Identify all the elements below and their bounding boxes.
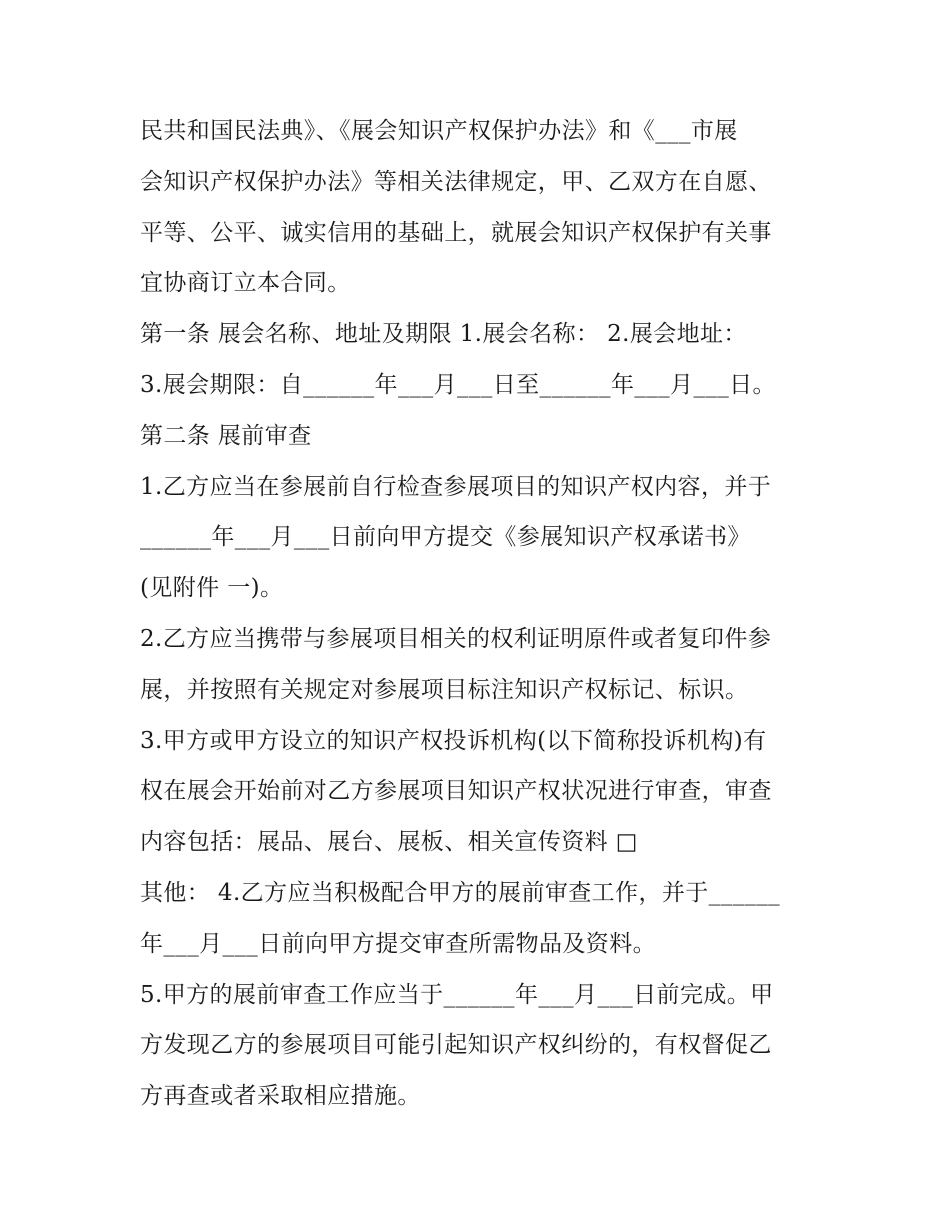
clause-5-line-2: 方发现乙方的参展项目可能引起知识产权纠纷的，有权督促乙 [140,1032,772,1059]
text-line-1: 民共和国民法典》、《展会知识产权保护办法》和《___市展 [140,118,738,144]
clause-2-line-1: 2.乙方应当携带与参展项目相关的权利证明原件或者复印件参 [140,625,772,652]
clause-3-line-1: 3.甲方或甲方设立的知识产权投诉机构(以下简称投诉机构)有 [140,727,767,754]
text-line-4: 宜协商订立本合同。 [140,270,351,297]
clause-5-line-3: 方再查或者采取相应措施。 [140,1083,421,1110]
exhibition-period: 3.展会期限：自______年___月___日至______年___月___日。 [140,371,776,398]
clause-1-line-2: ______年___月___日前向甲方提交《参展知识产权承诺书》 [140,524,751,551]
contract-body [140,106,820,1122]
clause-1-line-3: (见附件 一)。 [140,575,284,602]
article-1-heading: 第一条 展会名称、地址及期限 1.展会名称： 2.展会地址： [140,321,747,348]
clause-4-line-2: 年___月___日前向甲方提交审查所需物品及资料。 [140,930,656,957]
text-line-3: 平等、公平、诚实信用的基础上，就展会知识产权保护有关事 [140,219,772,246]
clause-5-line-1: 5.甲方的展前审查工作应当于______年___月___日前完成。甲 [140,981,774,1008]
clause-3-line-2: 权在展会开始前对乙方参展项目知识产权状况进行审查，审查 [140,778,772,805]
text-line-2: 会知识产权保护办法》等相关法律规定，甲、乙双方在自愿、 [140,168,772,195]
clause-4-line-1: 其他： 4.乙方应当积极配合甲方的展前审查工作，并于______ [140,879,781,906]
clause-2-line-2: 展，并按照有关规定对参展项目标注知识产权标记、标识。 [140,676,749,703]
clause-1-line-1: 1.乙方应当在参展前自行检查参展项目的知识产权内容，并于 [140,473,772,500]
article-2-heading: 第二条 展前审查 [140,422,312,449]
clause-3-line-3: 内容包括：展品、展台、展板、相关宣传资料 □ [140,829,638,856]
